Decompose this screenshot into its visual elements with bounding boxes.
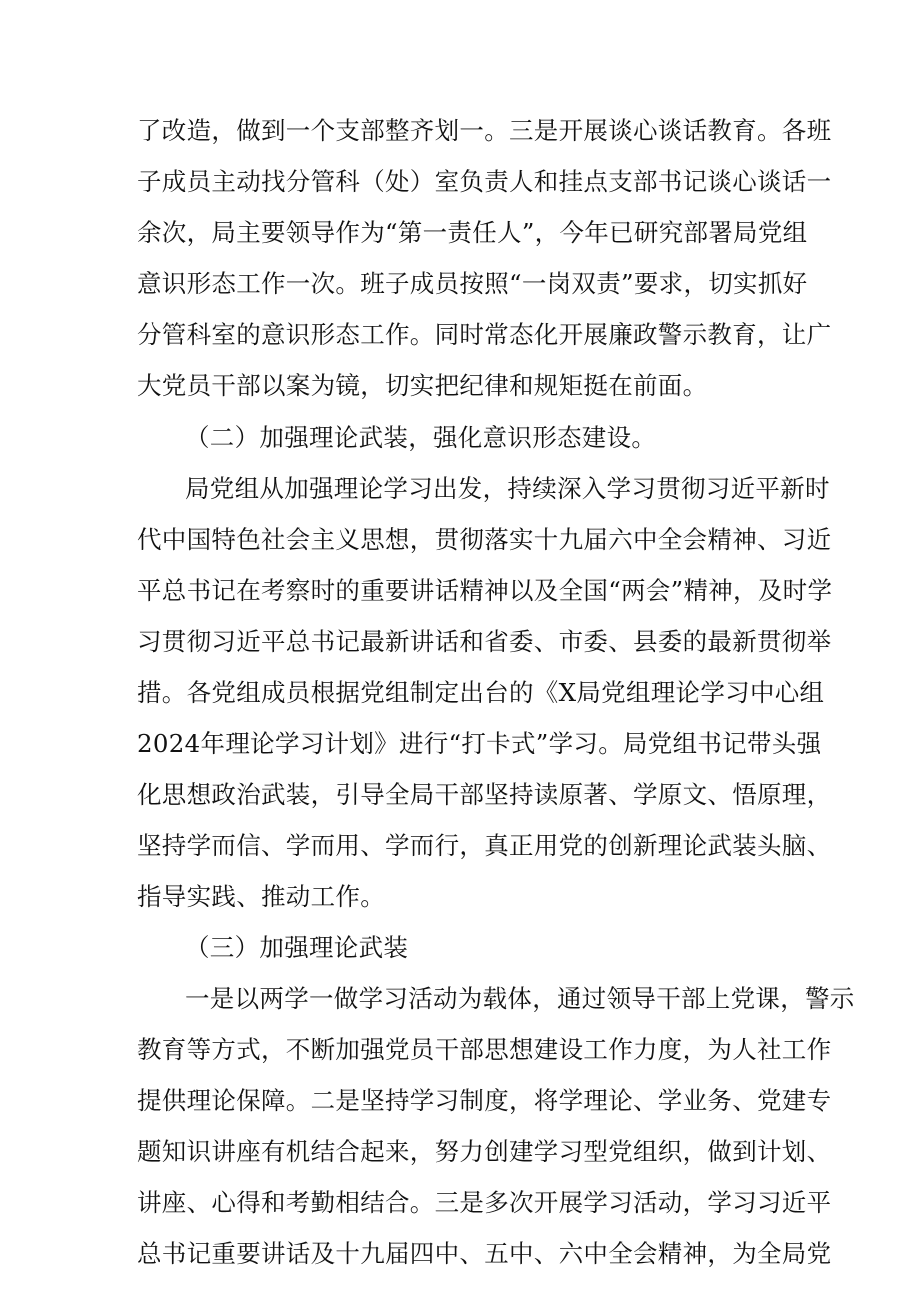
paragraph-line: 分管科室的意识形态工作。同时常态化开展廉政警示教育，让广: [137, 320, 832, 349]
paragraph-line: 措。各党组成员根据党组制定出台的《X局党组理论学习中心组: [137, 678, 825, 707]
paragraph-line: 了改造，做到一个支部整齐划一。三是开展谈心谈话教育。各班: [137, 116, 832, 145]
paragraph-line: 2024年理论学习计划》进行“打卡式”学习。局党组书记带头强: [137, 729, 822, 758]
paragraph-line: 平总书记在考察时的重要讲话精神以及全国“两会”精神，及时学: [137, 576, 833, 605]
section-heading-3: （三）加强理论武装: [185, 933, 409, 962]
paragraph-line: 讲座、心得和考勤相结合。三是多次开展学习活动，学习习近平: [137, 1188, 832, 1217]
paragraph-line: 意识形态工作一次。班子成员按照“一岗双责”要求，切实抓好: [137, 269, 808, 298]
paragraph-line: 一是以两学一做学习活动为载体，通过领导干部上党课，警示: [185, 984, 855, 1013]
paragraph-line: 总书记重要讲话及十九届四中、五中、六中全会精神，为全局党: [137, 1239, 832, 1268]
paragraph-line: 题知识讲座有机结合起来，努力创建学习型党组织，做到计划、: [137, 1137, 832, 1166]
paragraph-line: 教育等方式，不断加强党员干部思想建设工作力度，为人社工作: [137, 1035, 832, 1064]
paragraph-line: 大党员干部以案为镜，切实把纪律和规矩挺在前面。: [137, 371, 708, 400]
paragraph-line: 指导实践、推动工作。: [137, 882, 385, 911]
paragraph-line: 余次，局主要领导作为“第一责任人”，今年已研究部署局党组: [137, 218, 808, 247]
paragraph-line: 代中国特色社会主义思想，贯彻落实十九届六中全会精神、习近: [137, 525, 832, 554]
paragraph-line: 坚持学而信、学而用、学而行，真正用党的创新理论武装头脑、: [137, 831, 832, 860]
paragraph-line: 局党组从加强理论学习出发，持续深入学习贯彻习近平新时: [185, 474, 830, 503]
section-heading-2: （二）加强理论武装，强化意识形态建设。: [185, 423, 657, 452]
paragraph-line: 子成员主动找分管科（处）室负责人和挂点支部书记谈心谈话一: [137, 167, 832, 196]
paragraph-line: 习贯彻习近平总书记最新讲话和省委、市委、县委的最新贯彻举: [137, 627, 832, 656]
paragraph-line: 化思想政治武装，引导全局干部坚持读原著、学原文、悟原理，: [137, 780, 832, 809]
paragraph-line: 提供理论保障。二是坚持学习制度，将学理论、学业务、党建专: [137, 1086, 832, 1115]
